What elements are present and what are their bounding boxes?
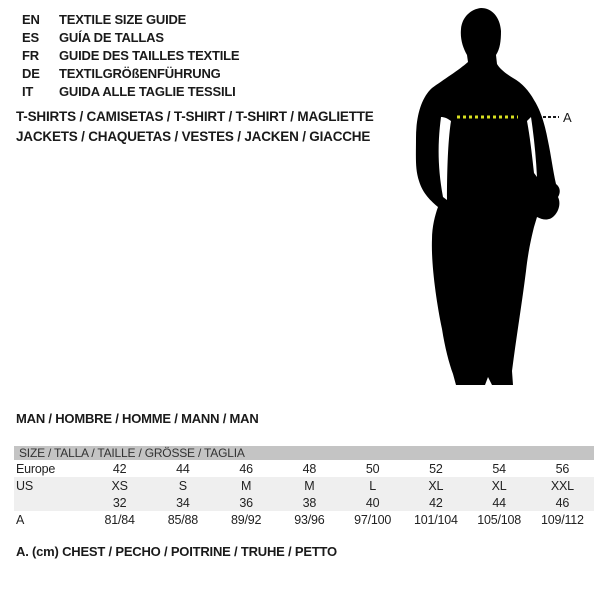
table-cell: 105/108 — [477, 512, 522, 527]
table-cell: 46 — [555, 495, 570, 510]
man-silhouette-figure — [405, 5, 580, 390]
language-code: IT — [22, 83, 34, 99]
table-cell: XXL — [550, 478, 574, 493]
category-line-jackets: JACKETS / CHAQUETAS / VESTES / JACKEN / GIACCHE — [16, 129, 371, 144]
language-code: EN — [22, 11, 40, 27]
table-cell: 42 — [429, 495, 443, 510]
size-table-header: SIZE / TALLA / TAILLE / GRÖSSE / TAGLIA — [14, 446, 594, 460]
table-cell: 109/112 — [540, 512, 584, 527]
table-cell: 50 — [365, 461, 380, 476]
table-cell: 81/84 — [104, 512, 135, 527]
table-row-europe — [14, 460, 594, 477]
table-cell: 44 — [176, 461, 190, 476]
table-cell: L — [369, 478, 376, 493]
table-row-us — [14, 477, 594, 494]
table-cell: XL — [428, 478, 444, 493]
size-table — [14, 446, 594, 528]
table-cell: 38 — [302, 495, 317, 510]
language-code: DE — [22, 65, 40, 81]
language-label: GUIDA ALLE TAGLIE TESSILI — [59, 83, 236, 99]
table-cell: 44 — [492, 495, 506, 510]
language-row-de — [22, 64, 239, 82]
man-silhouette — [416, 8, 560, 385]
language-label: TEXTILE SIZE GUIDE — [59, 11, 187, 27]
row-label — [14, 494, 88, 511]
language-label: GUÍA DE TALLAS — [59, 29, 164, 45]
language-row-fr — [22, 46, 239, 64]
table-cell: S — [178, 478, 187, 493]
section-title-man: MAN / HOMBRE / HOMME / MANN / MAN — [16, 411, 259, 426]
language-guide-list — [22, 10, 239, 100]
table-cell: 52 — [429, 461, 443, 476]
language-row-it — [22, 82, 239, 100]
category-line-tshirts: T-SHIRTS / CAMISETAS / T-SHIRT / T-SHIRT / MAGLIETTE — [16, 109, 374, 124]
table-cell: 34 — [176, 495, 190, 510]
table-row-chest — [14, 511, 594, 528]
row-label: A — [16, 512, 25, 527]
table-cell: M — [304, 478, 315, 493]
row-label: US — [16, 478, 33, 493]
garment-categories — [16, 107, 374, 147]
table-cell: 56 — [555, 461, 570, 476]
table-cell: XL — [491, 478, 507, 493]
table-cell: 85/88 — [167, 512, 199, 527]
table-cell: 36 — [239, 495, 253, 510]
table-cell: 97/100 — [354, 512, 392, 527]
language-row-en — [22, 10, 239, 28]
language-code: ES — [22, 29, 39, 45]
table-cell: M — [241, 478, 252, 493]
table-cell: 89/92 — [230, 512, 262, 527]
chest-measure-label: A — [563, 110, 572, 125]
size-table-grid — [14, 460, 594, 528]
table-cell: 48 — [302, 461, 317, 476]
language-label: GUIDE DES TAILLES TEXTILE — [59, 47, 240, 63]
table-cell: XS — [111, 478, 128, 493]
language-row-es — [22, 28, 239, 46]
table-row-uk-sizes — [14, 494, 594, 511]
table-cell: 40 — [365, 495, 380, 510]
table-cell: 54 — [492, 461, 506, 476]
language-code: FR — [22, 47, 39, 63]
table-cell: 46 — [239, 461, 253, 476]
measurement-footnote: A. (cm) CHEST / PECHO / POITRINE / TRUHE / PETTO — [16, 544, 337, 559]
language-label: TEXTILGRÖßENFÜHRUNG — [59, 65, 221, 81]
table-cell: 32 — [112, 495, 127, 510]
table-cell: 93/96 — [294, 512, 325, 527]
table-cell: 101/104 — [413, 512, 458, 527]
table-cell: 42 — [112, 461, 127, 476]
row-label: Europe — [16, 461, 56, 476]
